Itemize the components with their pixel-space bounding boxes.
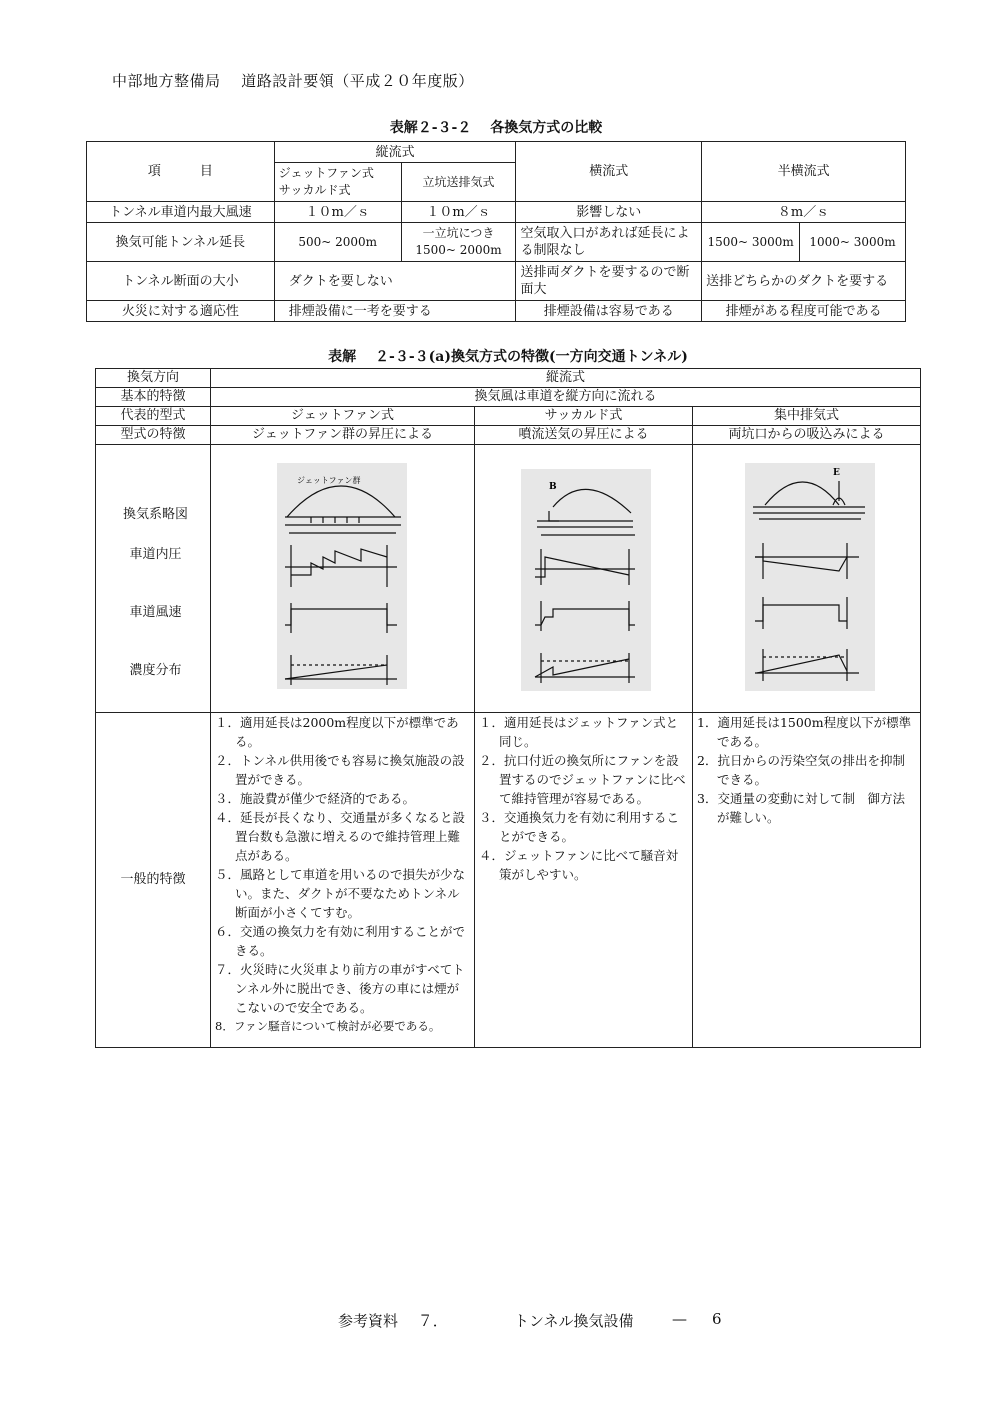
header-shaft: 立坑送排気式 (401, 163, 516, 202)
feature-central: 両坑口からの吸込みによる (693, 426, 921, 445)
jet-fan-diagram (211, 445, 474, 707)
cell-shaft-line: 1500~ 2000m (415, 243, 502, 257)
e-label: E (833, 468, 840, 478)
cell-shaft: １０m／ｓ (401, 202, 516, 223)
general-item: １．適用延長はジェットファン式と同じ。 (479, 715, 679, 749)
cell-semi: 送排どちらかのダクトを要する (702, 262, 906, 301)
page-number: 6 (712, 1310, 722, 1328)
header-jet-line: ジェットファン式 (278, 166, 374, 180)
diagram-label: 車道風速 (129, 605, 182, 620)
general-jet (211, 713, 475, 1048)
diagram-label: 車道内圧 (129, 547, 182, 562)
row-label: 基本的特徴 (96, 388, 211, 407)
cell-jet: １０m／ｓ (274, 202, 401, 223)
features-table (95, 368, 921, 1048)
general-item: 3．交通量の変動に対して制 御方法が難しい。 (697, 791, 905, 825)
cell-transverse: 空気取入口があれば延長による制限なし (516, 223, 702, 262)
feature-jet: ジェットファン群の昇圧による (211, 426, 475, 445)
header-jet-saccardo (274, 163, 401, 202)
header-transverse: 横流式 (516, 142, 702, 202)
general-item: ５．風路として車道を用いるので損失が少ない。また、ダクトが不要なためトンネル断面が小さくてすむ。 (215, 867, 466, 920)
cell-semi: 排煙がある程度可能である (702, 301, 906, 322)
jet-fan-label: ジェットファン群 (297, 476, 361, 485)
general-item: ４．延長が長くなり、交通量が多くなると設置台数も急激に増えるので維持管理上難点がある。 (215, 810, 466, 863)
general-item: ３．施設費が僅少で経済的である。 (215, 791, 416, 806)
general-central (693, 713, 921, 1048)
saccardo-diagram (475, 445, 692, 707)
general-item: ３．交通換気力を有効に利用することができる。 (479, 810, 680, 844)
cell-shaft (401, 223, 516, 262)
row-label: 火災に対する適応性 (87, 301, 275, 322)
central-exhaust-diagram (693, 445, 920, 707)
diagram-jet (211, 445, 475, 713)
diagram-labels (96, 445, 211, 713)
cell-transverse: 影響しない (516, 202, 702, 223)
general-item: ４．ジェットファンに比べて騒音対策がしやすい。 (479, 848, 679, 882)
row-label-general: 一般的特徴 (96, 713, 211, 1048)
header-item: 項 目 (87, 142, 275, 202)
diagram-central (693, 445, 921, 713)
general-item: ６．交通の換気力を有効に利用することができる。 (215, 924, 466, 958)
row-label: 代表的型式 (96, 407, 211, 426)
row-label: 換気可能トンネル延長 (87, 223, 275, 262)
feature-saccardo: 噴流送気の昇圧による (475, 426, 693, 445)
header-longitudinal: 縦流式 (274, 142, 516, 163)
type-central: 集中排気式 (693, 407, 921, 426)
cell-semi-b: 1000~ 3000m (800, 223, 906, 262)
general-item: ７．火災時に火災車より前方の車がすべてトンネル外に脱出でき、後方の車には煙がこないので安全である。 (215, 962, 465, 1015)
general-item: 2．抗日からの汚染空気の排出を抑制できる。 (697, 753, 905, 787)
table2-caption: 表解 ２‐３‐３(a)換気方式の特徴(一方向交通トンネル) (328, 349, 688, 365)
cell-shaft-line: 一立坑につき (422, 226, 495, 240)
cell-longitudinal: 排煙設備に一考を要する (274, 301, 516, 322)
general-item: ２．抗口付近の換気所にファンを設置するのでジェットファンに比べて維持管理が容易である。 (479, 753, 686, 806)
row-label: 換気方向 (96, 369, 211, 388)
cell-semi: ８m／ｓ (702, 202, 906, 223)
general-item: 8．ファン騒音について検討が必要である。 (215, 1019, 441, 1033)
cell-value: 換気風は車道を縦方向に流れる (211, 388, 921, 407)
cell-value: 縦流式 (211, 369, 921, 388)
row-label: トンネル断面の大小 (87, 262, 275, 301)
diagram-label: 濃度分布 (129, 663, 182, 678)
diagram-label: 換気系略図 (122, 507, 188, 522)
cell-transverse: 排煙設備は容易である (516, 301, 702, 322)
cell-semi-a: 1500~ 3000m (702, 223, 800, 262)
footer-dash: — (672, 1310, 687, 1328)
cell-jet: 500~ 2000m (274, 223, 401, 262)
cell-longitudinal: ダクトを要しない (274, 262, 516, 301)
general-item: ２．トンネル供用後でも容易に換気施設の設置ができる。 (215, 753, 465, 787)
type-jet: ジェットファン式 (211, 407, 475, 426)
cell-transverse: 送排両ダクトを要するので断面大 (516, 262, 702, 301)
type-saccardo: サッカルド式 (475, 407, 693, 426)
document-header: 中部地方整備局 道路設計要領（平成２０年度版） (112, 72, 474, 90)
b-label: B (549, 482, 557, 492)
row-label: 型式の特徴 (96, 426, 211, 445)
diagram-saccardo (475, 445, 693, 713)
comparison-table (86, 141, 906, 322)
general-item: 1．適用延長は1500m程度以下が標準である。 (697, 715, 912, 749)
table1-caption: 表解２‐３‐２ 各換気方式の比較 (389, 120, 603, 136)
header-semi-transverse: 半横流式 (702, 142, 906, 202)
general-item: １．適用延長は2000m程度以下が標準である。 (215, 715, 459, 749)
general-saccardo (475, 713, 693, 1048)
footer-title: トンネル換気設備 (514, 1312, 634, 1330)
header-saccardo-line: サッカルド式 (278, 183, 351, 197)
row-label: トンネル車道内最大風速 (87, 202, 275, 223)
footer-reference: 参考資料 ７． (338, 1312, 448, 1330)
